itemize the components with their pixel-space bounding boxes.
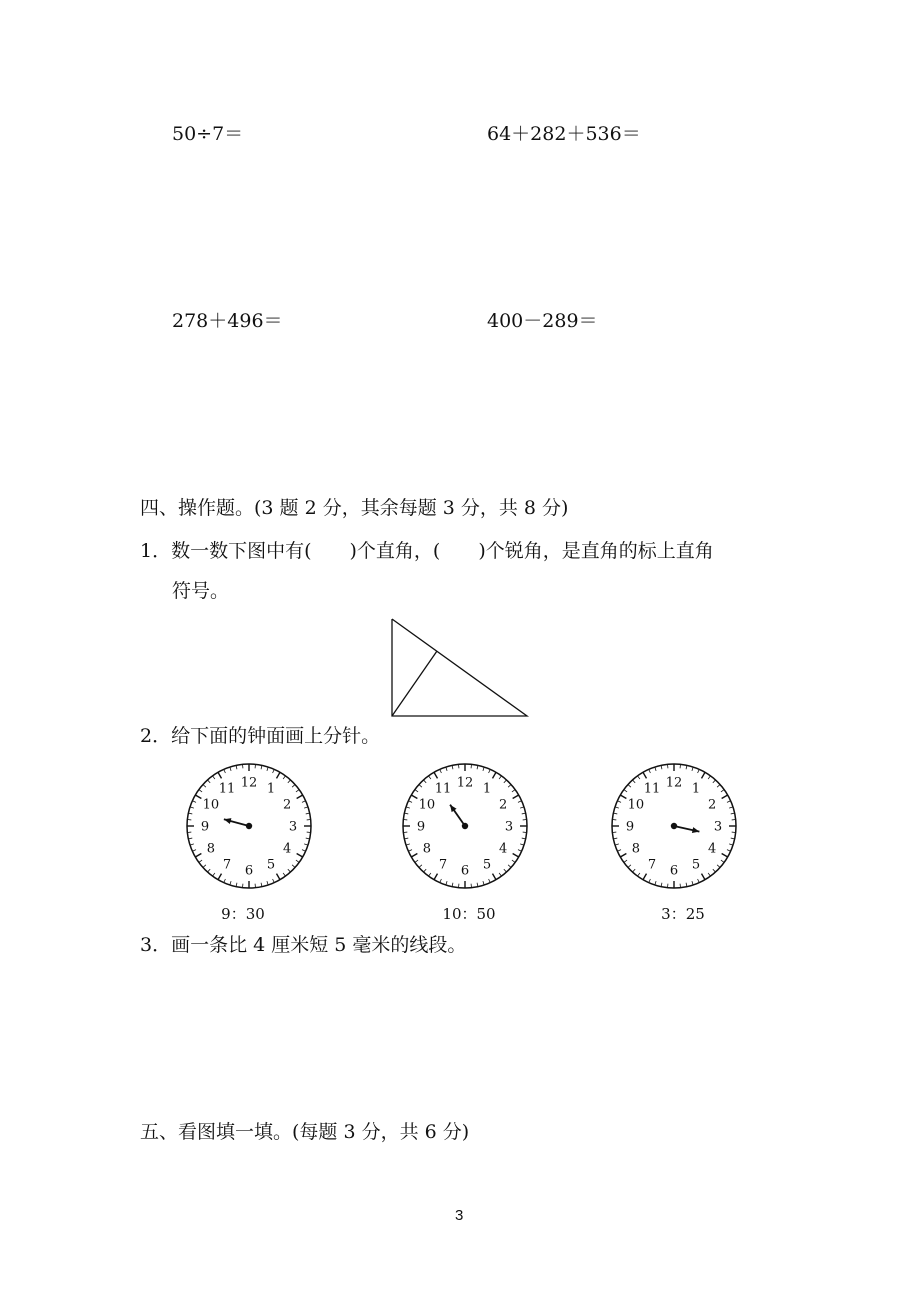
clock-caption-2: 10：50 [442,905,496,923]
clock-number: 10 [202,797,220,813]
clock-number: 11 [218,781,236,797]
page-number: 3 [455,1207,464,1224]
clock-number: 3 [288,819,298,835]
clock-svg [400,761,530,891]
clock-number: 5 [482,857,492,873]
clock-number: 3 [713,819,723,835]
clock-center [462,823,468,829]
clock-face-1 [184,761,314,891]
clock-number: 4 [498,841,508,857]
clock-number: 7 [438,857,448,873]
clock-number: 7 [222,857,232,873]
clock-number: 8 [206,841,216,857]
clock-number: 10 [627,797,645,813]
clock-number: 11 [643,781,661,797]
clock-number: 2 [282,797,292,813]
clock-caption-1: 9：30 [221,905,265,923]
triangle-figure [388,615,532,721]
clock-number: 6 [244,863,254,879]
section-5-heading: 五、看图填一填。(每题 3 分，共 6 分) [140,1121,470,1143]
clock-number: 11 [434,781,452,797]
problem-278-plus-496: 278＋496＝ [172,310,283,332]
clock-number: 8 [631,841,641,857]
problem-64-plus-282-plus-536: 64＋282＋536＝ [487,123,641,145]
clock-number: 5 [266,857,276,873]
clock-number: 2 [707,797,717,813]
clock-caption-3: 3：25 [661,905,705,923]
clock-number: 4 [282,841,292,857]
clock-number: 9 [200,819,210,835]
question-3: 3．画一条比 4 厘米短 5 毫米的线段。 [140,934,467,956]
clock-number: 4 [707,841,717,857]
question-1-line-2: 符号。 [172,580,230,602]
clock-number: 1 [482,781,492,797]
clock-number: 12 [456,775,474,791]
clock-number: 6 [669,863,679,879]
clock-number: 2 [498,797,508,813]
clock-center [671,823,677,829]
clock-svg [609,761,739,891]
clock-number: 6 [460,863,470,879]
clock-number: 1 [266,781,276,797]
question-1-line-1: 1．数一数下图中有( )个直角，( )个锐角，是直角的标上直角 [140,540,714,562]
problem-400-minus-289: 400－289＝ [487,310,598,332]
question-2: 2．给下面的钟面画上分针。 [140,725,381,747]
clock-number: 5 [691,857,701,873]
clock-number: 9 [625,819,635,835]
clock-number: 12 [665,775,683,791]
clock-number: 10 [418,797,436,813]
clock-number: 1 [691,781,701,797]
clock-number: 12 [240,775,258,791]
clock-svg [184,761,314,891]
clock-center [246,823,252,829]
clock-number: 9 [416,819,426,835]
clock-number: 8 [422,841,432,857]
clock-number: 3 [504,819,514,835]
clock-face-3 [609,761,739,891]
problem-50-div-7: 50÷7＝ [172,123,244,145]
clock-face-2 [400,761,530,891]
clock-number: 7 [647,857,657,873]
section-4-heading: 四、操作题。(3 题 2 分，其余每题 3 分，共 8 分) [140,497,569,519]
